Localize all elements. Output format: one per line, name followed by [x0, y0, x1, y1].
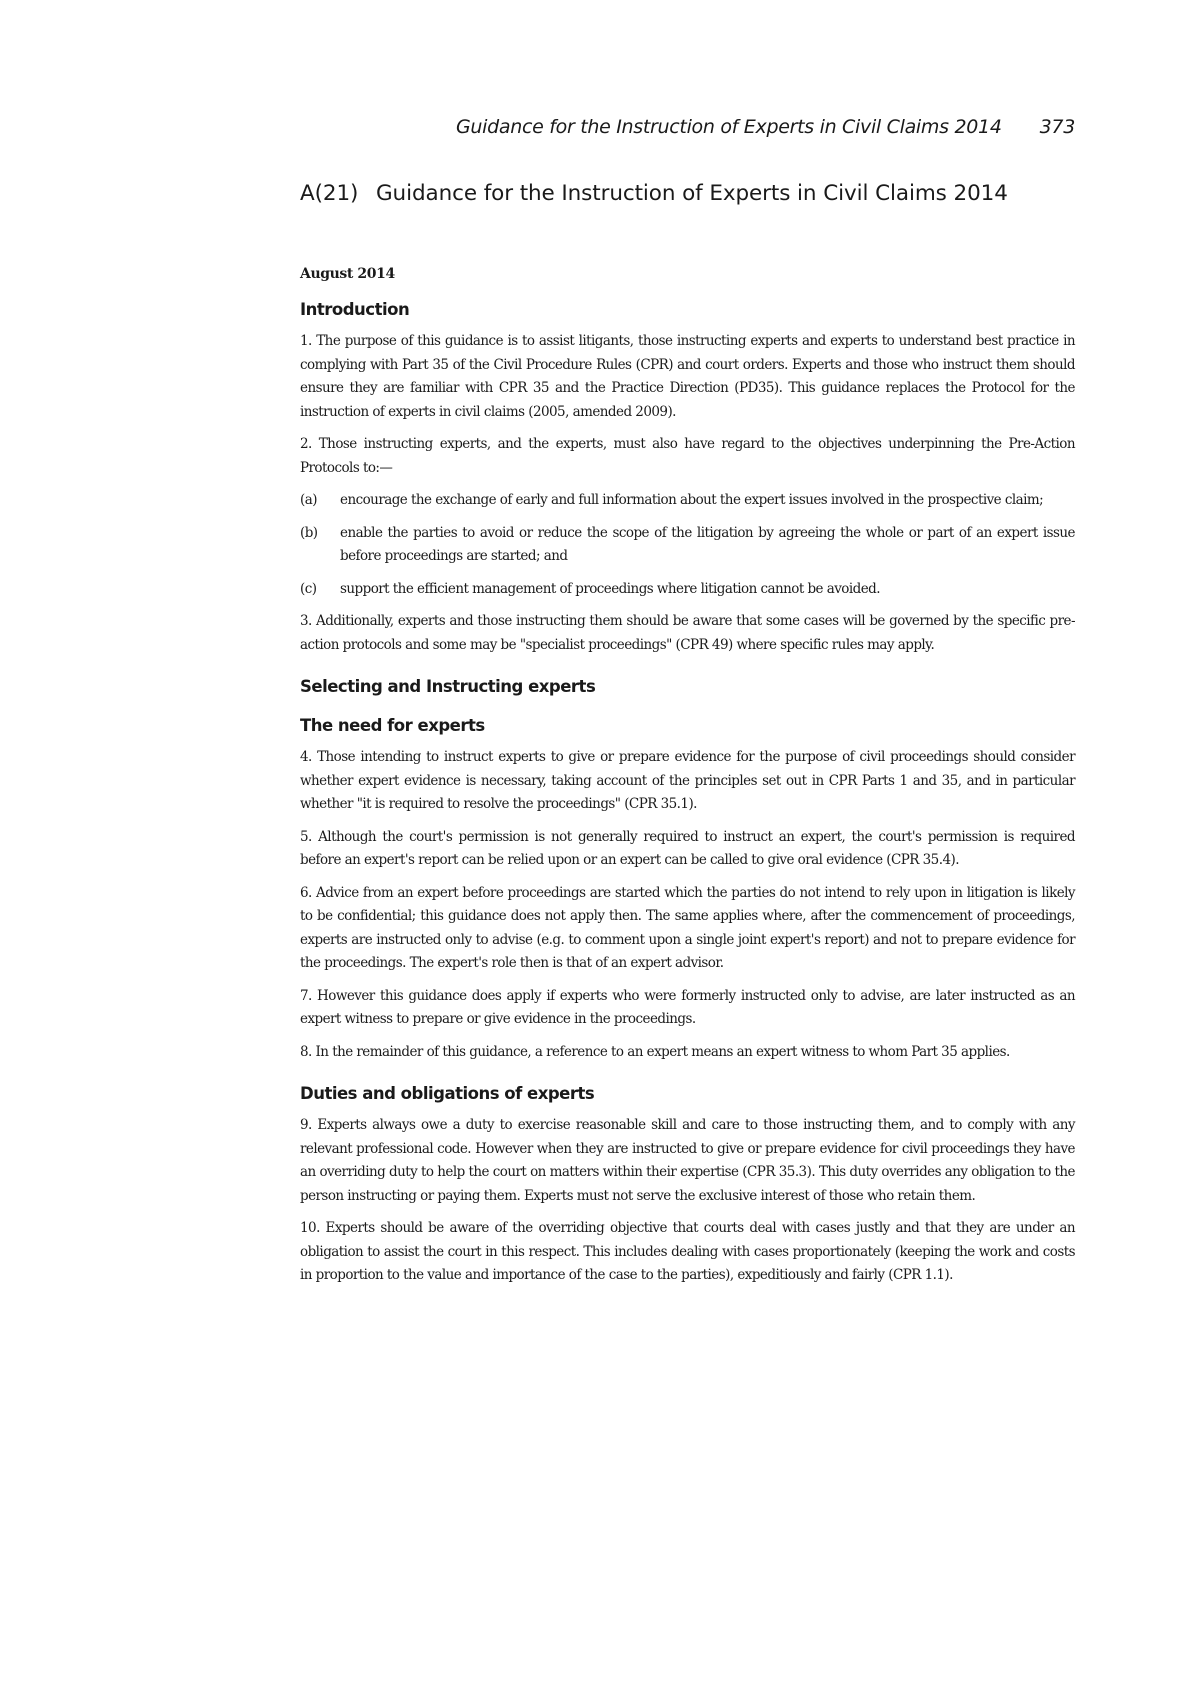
- paragraph-6: 6. Advice from an expert before proceedings are started which the parties do not intend to rely upon in litigation is likely to be confidential; this guidance does not apply then. The same applies where, after the commencement of proceedings, experts are instructed only to advise (e.g. to comment upon a single joint expert's report) and not to prepare evidence for the proceedings. The expert's role then is that of an expert advisor.: [300, 884, 1075, 971]
- paragraph-4: 4. Those intending to instruct experts to give or prepare evidence for the purpose of civil proceedings should consider whether expert evidence is necessary, taking account of the principles set out in CPR Parts 1 and 35, and in particular whether "it is required to resolve the proceedings" (CPR 35.1).: [300, 749, 1075, 812]
- list-marker: (a): [300, 492, 317, 508]
- running-header-title: Guidance for the Instruction of Experts in Civil Claims 2014: [455, 116, 1002, 138]
- objective-item-c: [300, 578, 1075, 602]
- objective-item-a: [300, 489, 1075, 513]
- document-page: [300, 0, 1075, 1698]
- heading-introduction: Introduction: [300, 300, 410, 319]
- document-body: [300, 266, 1075, 1297]
- paragraph-2: 2. Those instructing experts, and the experts, must also have regard to the objectives underpinning the Pre-Action Protocols to:—: [300, 436, 1075, 476]
- chapter-number: A(21): [300, 181, 359, 206]
- heading-selecting-experts: Selecting and Instructing experts: [300, 677, 596, 696]
- list-marker: (c): [300, 580, 317, 597]
- paragraph-7: 7. However this guidance does apply if experts who were formerly instructed only to advise, are later instructed as an expert witness to prepare or give evidence in the proceedings.: [300, 987, 1075, 1027]
- paragraph-10: 10. Experts should be aware of the overriding objective that courts deal with cases justly and that they are under an obligation to assist the court in this respect. This includes dealing with cases proportionately (keeping the work and costs in proportion to the value and importance of the case to the parties), expeditiously and fairly (CPR 1.1).: [300, 1220, 1075, 1283]
- chapter-title: Guidance for the Instruction of Experts in Civil Claims 2014: [376, 181, 1008, 206]
- paragraph-1: 1. The purpose of this guidance is to assist litigants, those instructing experts and experts to understand best practice in complying with Part 35 of the Civil Procedure Rules (CPR) and court orders. Experts and those who instruct them should ensure they are familiar with CPR 35 and the Practice Direction (PD35). This guidance replaces the Protocol for the instruction of experts in civil claims (2005, amended 2009).: [300, 333, 1075, 420]
- page-number: 373: [1039, 116, 1075, 138]
- list-marker: (b): [300, 524, 318, 541]
- document-date: August 2014: [300, 266, 395, 282]
- paragraph-9: 9. Experts always owe a duty to exercise reasonable skill and care to those instructing them, and to comply with any relevant professional code. However when they are instructed to give or prepare evidence for civil proceedings they have an overriding duty to help the court on matters within their expertise (CPR 35.3). This duty overrides any obligation to the person instructing or paying them. Experts must not serve the exclusive interest of those who retain them.: [300, 1117, 1075, 1204]
- heading-duties-obligations: Duties and obligations of experts: [300, 1084, 595, 1103]
- list-item-text: encourage the exchange of early and full information about the expert issues involved in the prospective claim;: [340, 492, 1044, 508]
- objective-item-b: [300, 522, 1075, 569]
- chapter-heading: [300, 181, 1075, 206]
- running-header: [300, 116, 1075, 138]
- list-item-text: enable the parties to avoid or reduce the scope of the litigation by agreeing the whole or part of an expert issue before proceedings are started; and: [340, 524, 1075, 564]
- paragraph-3: 3. Additionally, experts and those instructing them should be aware that some cases will be governed by the specific pre-action protocols and some may be "specialist proceedings" (CPR 49) where specific rules may apply.: [300, 613, 1075, 653]
- heading-need-for-experts: The need for experts: [300, 716, 485, 735]
- paragraph-5: 5. Although the court's permission is not generally required to instruct an expert, the court's permission is required before an expert's report can be relied upon or an expert can be called to give oral evidence (CPR 35.4).: [300, 828, 1075, 868]
- list-item-text: support the efficient management of proceedings where litigation cannot be avoided.: [340, 580, 880, 597]
- paragraph-8: 8. In the remainder of this guidance, a reference to an expert means an expert witness to whom Part 35 applies.: [300, 1043, 1010, 1060]
